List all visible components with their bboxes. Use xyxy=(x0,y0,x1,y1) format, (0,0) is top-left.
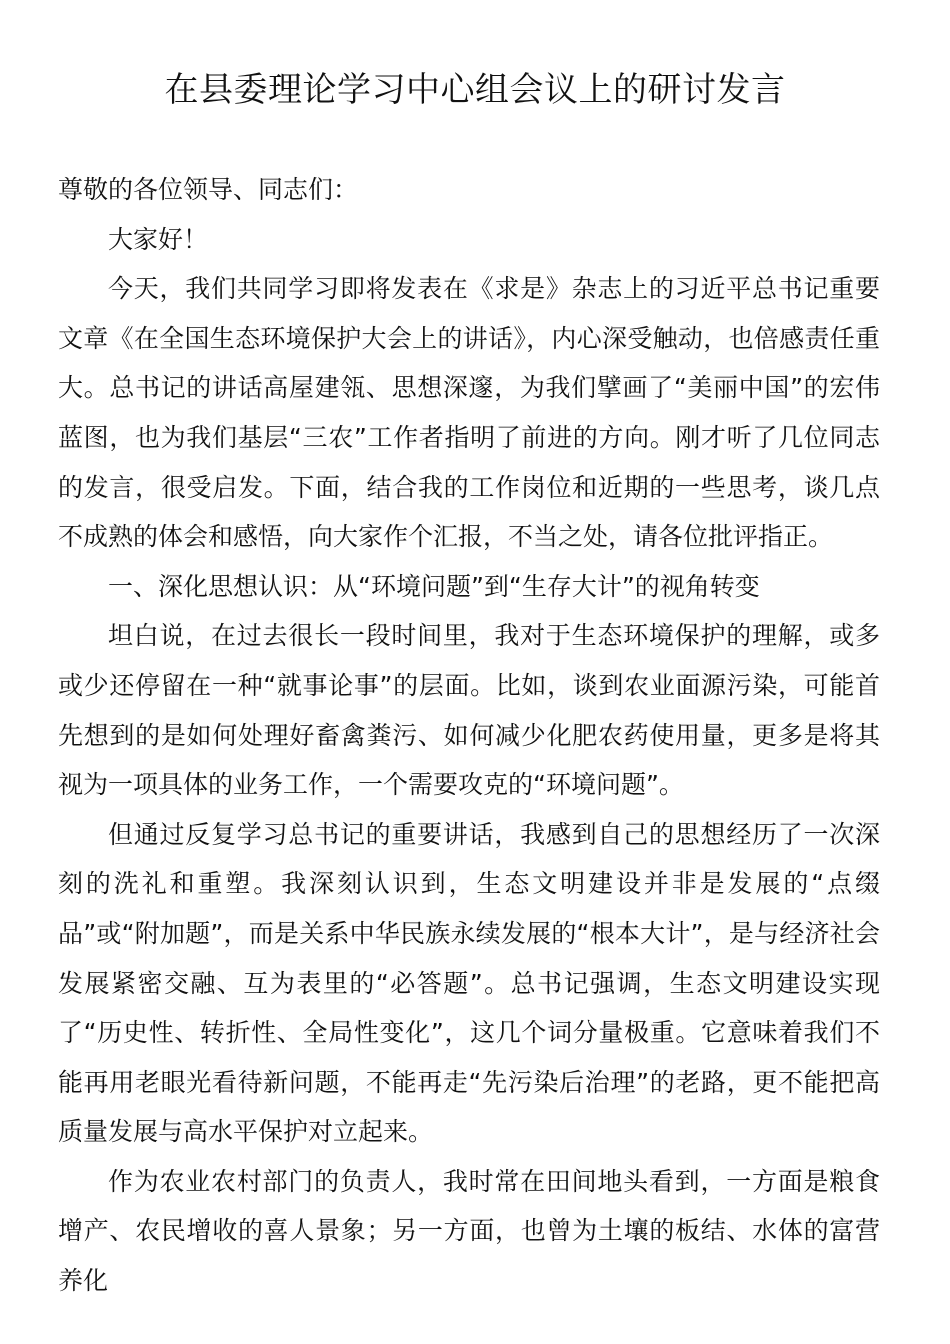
document-title: 在县委理论学习中心组会议上的研讨发言 xyxy=(164,70,786,110)
paragraph: 但通过反复学习总书记的重要讲话，我感到自己的思想经历了一次深刻的洗礼和重塑。我深刻认识到，生态文明建设并非是发展的“点缀品”或“附加题”，而是关系中华民族永续发展的“根本大计”，是与经济社会发展紧密交融、互为表里的“必答题”。总书记强调，生态文明建设实现了“历史性、转折性、全局性变化”，这几个词分量极重。它意味着我们不能再用老眼光看待新问题，不能再走“先污染后治理”的老路，更不能把高质量发展与高水平保护对立起来。 xyxy=(58,819,880,1147)
paragraph-intro: 今天，我们共同学习即将发表在《求是》杂志上的习近平总书记重要文章《在全国生态环境保护大会上的讲话》，内心深受触动，也倍感责任重大。总书记的讲话高屋建瓴、思想深邃，为我们擘画了“美丽中国”的宏伟蓝图，也为我们基层“三农”工作者指明了前进的方向。刚才听了几位同志的发言，很受启发。下面，结合我的工作岗位和近期的一些思考，谈几点不成熟的体会和感悟，向大家作个汇报，不当之处，请各位批评指正。 xyxy=(58,274,880,552)
paragraph: 作为农业农村部门的负责人，我时常在田间地头看到，一方面是粮食增产、农民增收的喜人景象；另一方面，也曾为土壤的板结、水体的富营养化 xyxy=(58,1166,880,1296)
document-body xyxy=(58,165,880,1306)
paragraph: 坦白说，在过去很长一段时间里，我对于生态环境保护的理解，或多或少还停留在一种“就事论事”的层面。比如，谈到农业面源污染，可能首先想到的是如何处理好畜禽粪污、如何减少化肥农药使用量，更多是将其视为一项具体的业务工作，一个需要攻克的“环境问题”。 xyxy=(58,621,880,800)
greeting: 大家好！ xyxy=(108,224,209,254)
salutation: 尊敬的各位领导、同志们： xyxy=(58,175,359,204)
section-heading-1: 一、深化思想认识：从“环境问题”到“生存大计”的视角转变 xyxy=(108,571,760,601)
